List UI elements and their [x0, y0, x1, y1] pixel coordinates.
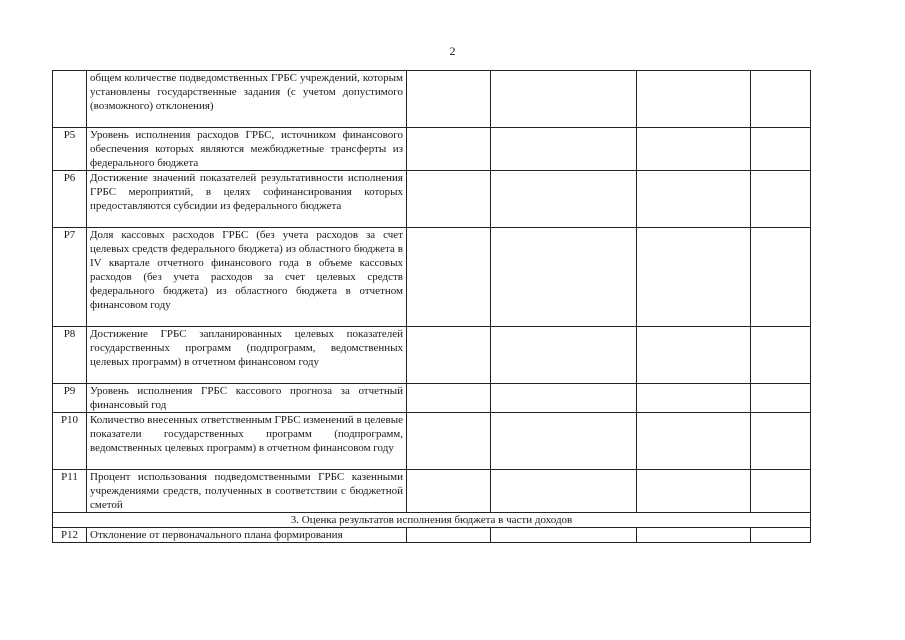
indicator-code: P11 [53, 470, 87, 513]
empty-cell [407, 171, 491, 228]
indicator-code: P10 [53, 413, 87, 470]
indicator-description: Уровень исполнения расходов ГРБС, источником финансового обеспечения которых являются межбюджетные трансферты из федерального бюджета [87, 128, 407, 171]
empty-cell [637, 71, 751, 128]
empty-cell [751, 413, 811, 470]
empty-cell [407, 228, 491, 327]
section-title: 3. Оценка результатов исполнения бюджета в части доходов [53, 513, 811, 528]
indicator-description: Количество внесенных ответственным ГРБС изменений в целевые показатели государственных программ (подпрограмм, ведомственных целевых программ) в отчетном финансовом году [87, 413, 407, 470]
indicator-code: P6 [53, 171, 87, 228]
table-row [53, 327, 811, 384]
table-row [53, 228, 811, 327]
empty-cell [407, 128, 491, 171]
empty-cell [751, 228, 811, 327]
table-row [53, 71, 811, 128]
table-row [53, 470, 811, 513]
indicator-code: P9 [53, 384, 87, 413]
indicator-code [53, 71, 87, 128]
indicator-code: P5 [53, 128, 87, 171]
empty-cell [407, 470, 491, 513]
empty-cell [751, 71, 811, 128]
indicators-table [52, 70, 811, 543]
empty-cell [491, 71, 637, 128]
section-heading-row [53, 513, 811, 528]
empty-cell [637, 228, 751, 327]
empty-cell [751, 384, 811, 413]
page-number: 2 [449, 44, 456, 58]
indicator-description: Процент использования подведомственными ГРБС казенными учреждениями средств, полученных в соответствии с бюджетной сметой [87, 470, 407, 513]
empty-cell [407, 528, 491, 543]
empty-cell [491, 171, 637, 228]
empty-cell [407, 327, 491, 384]
indicator-description: Уровень исполнения ГРБС кассового прогноза за отчетный финансовый год [87, 384, 407, 413]
indicator-description: общем количестве подведомственных ГРБС учреждений, которым установлены государственные задания (с учетом допустимого (возможного) отклонения) [87, 71, 407, 128]
empty-cell [637, 128, 751, 171]
empty-cell [491, 384, 637, 413]
indicator-code: P8 [53, 327, 87, 384]
empty-cell [637, 171, 751, 228]
empty-cell [491, 228, 637, 327]
empty-cell [637, 470, 751, 513]
indicator-description: Отклонение от первоначального плана формирования [87, 528, 407, 543]
table-row [53, 413, 811, 470]
table-row [53, 128, 811, 171]
empty-cell [751, 327, 811, 384]
indicator-description: Доля кассовых расходов ГРБС (без учета расходов за счет целевых средств федерального бюджета) из областного бюджета в IV квартале отчетного финансового года в объеме кассовых расходов (без учета расходов за счет целевых средств федерального бюджета) из областного бюджета в отчетном финансовом году [87, 228, 407, 327]
table-row [53, 171, 811, 228]
empty-cell [491, 327, 637, 384]
empty-cell [637, 384, 751, 413]
empty-cell [491, 528, 637, 543]
empty-cell [751, 171, 811, 228]
indicator-description: Достижение ГРБС запланированных целевых показателей государственных программ (подпрограмм, ведомственных целевых программ) в отчетном финансовом году [87, 327, 407, 384]
empty-cell [491, 470, 637, 513]
table-row [53, 528, 811, 543]
indicator-code: P7 [53, 228, 87, 327]
indicator-code: P12 [53, 528, 87, 543]
empty-cell [751, 128, 811, 171]
empty-cell [751, 470, 811, 513]
indicator-description: Достижение значений показателей результативности исполнения ГРБС мероприятий, в целях софинансирования которых предоставляются субсидии из федерального бюджета [87, 171, 407, 228]
empty-cell [637, 528, 751, 543]
empty-cell [491, 413, 637, 470]
empty-cell [407, 384, 491, 413]
empty-cell [407, 413, 491, 470]
empty-cell [637, 413, 751, 470]
table-row [53, 384, 811, 413]
empty-cell [407, 71, 491, 128]
empty-cell [491, 128, 637, 171]
empty-cell [637, 327, 751, 384]
empty-cell [751, 528, 811, 543]
